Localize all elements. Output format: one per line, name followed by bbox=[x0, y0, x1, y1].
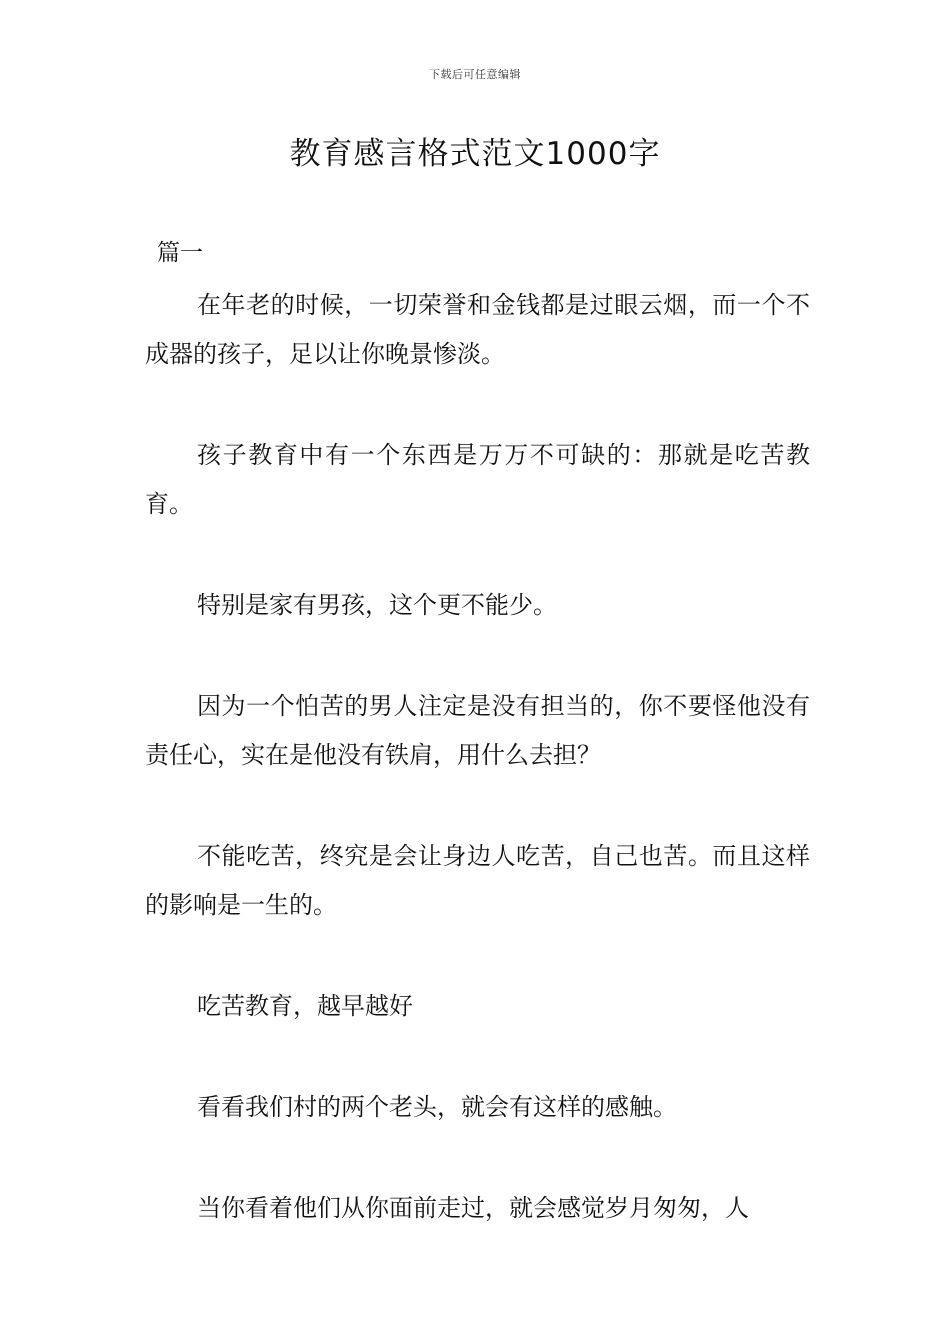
section-label: 篇一 bbox=[157, 240, 203, 266]
paragraph: 因为一个怕苦的男人注定是没有担当的，你不要怪他没有责任心，实在是他没有铁肩，用什么去担？ bbox=[145, 692, 810, 769]
paragraph: 特别是家有男孩，这个更不能少。 bbox=[197, 591, 557, 619]
paragraph: 不能吃苦，终究是会让身边人吃苦，自己也苦。而且这样的影响是一生的。 bbox=[145, 842, 810, 919]
paragraph: 看看我们村的两个老头，就会有这样的感触。 bbox=[197, 1093, 677, 1121]
document-title: 教育感言格式范文1000字 bbox=[289, 136, 661, 172]
paragraph: 在年老的时候，一切荣誉和金钱都是过眼云烟，而一个不成器的孩子，足以让你晚景惨淡。 bbox=[145, 291, 810, 368]
document-body bbox=[145, 281, 810, 1285]
paragraph: 孩子教育中有一个东西是万万不可缺的：那就是吃苦教育。 bbox=[145, 441, 810, 518]
header-note: 下载后可任意编辑 bbox=[429, 68, 521, 81]
paragraph: 吃苦教育，越早越好 bbox=[197, 992, 413, 1020]
paragraph: 当你看着他们从你面前走过，就会感觉岁月匆匆，人 bbox=[197, 1194, 749, 1222]
